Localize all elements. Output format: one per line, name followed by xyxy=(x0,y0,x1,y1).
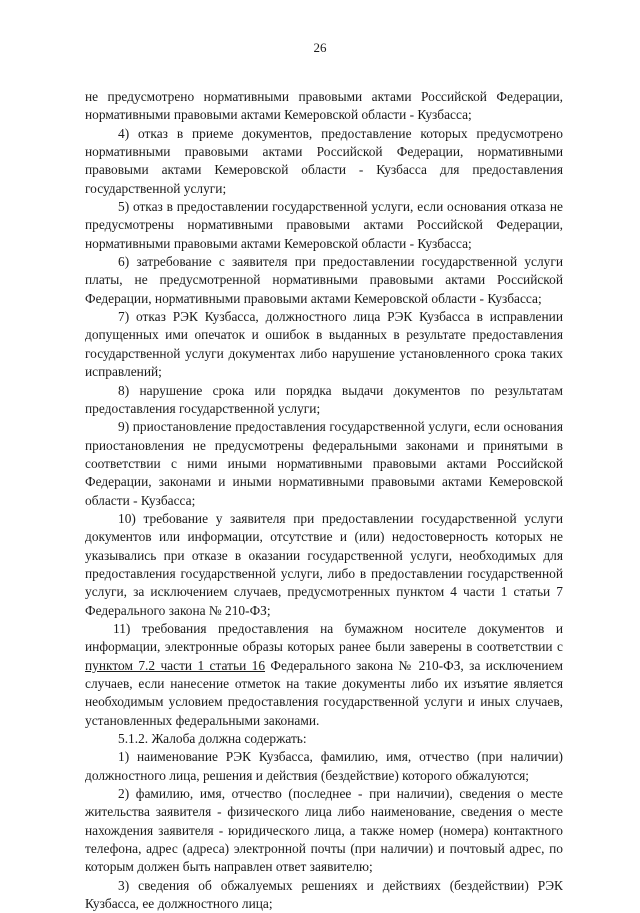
paragraph-item-10: 10) требование у заявителя при предоставлении государственной услуги документов или информации, отсутствие и (или) недостоверность которых не указывались при отказе в оказании государственной услуги, необходимых для предоставления государственной услуги, либо в предоставлении государственной услуги, за исключением случаев, предусмотренных пунктом 4 части 1 статьи 7 Федерального закона № 210-ФЗ; xyxy=(85,510,563,618)
paragraph-item-7: 7) отказ РЭК Кузбасса, должностного лица РЭК Кузбасса в исправлении допущенных ими опечаток и ошибок в выданных в результате предоставления государственной услуги документах либо нарушение установленного срока таких исправлений; xyxy=(85,309,563,380)
paragraph-continuation: не предусмотрено нормативными правовыми актами Российской Федерации, нормативными правовыми актами Кемеровской области - Кузбасса; xyxy=(85,89,563,123)
complaint-item-3: 3) сведения об обжалуемых решениях и действиях (бездействии) РЭК Кузбасса, ее должностного лица; xyxy=(85,877,563,912)
paragraph-item-8: 8) нарушение срока или порядка выдачи документов по результатам предоставления государственной услуги; xyxy=(85,382,563,416)
paragraph-item-9: 9) приостановление предоставления государственной услуги, если основания приостановления не предусмотрены федеральными законами и принятыми в соответствии с ними иными нормативными правовыми актами Российской Федерации, законами и иными нормативными правовыми актами Кемеровской области - Кузбасса; xyxy=(85,419,563,508)
section-heading-5-1-2: 5.1.2. Жалоба должна содержать: xyxy=(118,731,307,747)
complaint-item-1: 1) наименование РЭК Кузбасса, фамилию, имя, отчество (при наличии) должностного лица, решения и действия (бездействие) которого обжалуются; xyxy=(85,749,563,783)
paragraph-item-11-text-after: Федерального закона № 210-ФЗ, за исключением случаев, если нанесение отметок на такие документы либо их изъятие является необходимым условием предоставления государственной услуги и иных случаев, установленных федеральными законами. xyxy=(85,657,563,728)
paragraph-item-11-text-before: 11) требования предоставления на бумажном носителе документов и информации, электронные образы которых ранее были заверены в соответствии с xyxy=(85,620,563,655)
law-reference-link[interactable]: пунктом 7.2 части 1 статьи 16 xyxy=(85,657,266,673)
page-number: 26 xyxy=(313,40,327,55)
complaint-item-2: 2) фамилию, имя, отчество (последнее - при наличии), сведения о месте жительства заявителя - физического лица либо наименование, сведения о месте нахождения заявителя - юридического лица, а также номер (номера) контактного телефона, адрес (адреса) электронной почты (при наличии) и почтовый адрес, по которым должен быть направлен ответ заявителю; xyxy=(85,786,563,875)
paragraph-item-4: 4) отказ в приеме документов, предоставление которых предусмотрено нормативными правовыми актами Российской Федерации, нормативными правовыми актами Кемеровской области - Кузбасса для предоставления государственной услуги; xyxy=(85,125,563,196)
paragraph-item-6: 6) затребование с заявителя при предоставлении государственной услуги платы, не предусмотренной нормативными правовыми актами Российской Федерации, нормативными правовыми актами Кемеровской области - Кузбасса; xyxy=(85,254,563,306)
paragraph-item-11 xyxy=(85,620,563,730)
document-body xyxy=(85,88,563,913)
paragraph-item-5: 5) отказ в предоставлении государственной услуги, если основания отказа не предусмотрены нормативными правовыми актами Российской Федерации, нормативными правовыми актами Кемеровской области - Кузбасса; xyxy=(85,199,563,251)
